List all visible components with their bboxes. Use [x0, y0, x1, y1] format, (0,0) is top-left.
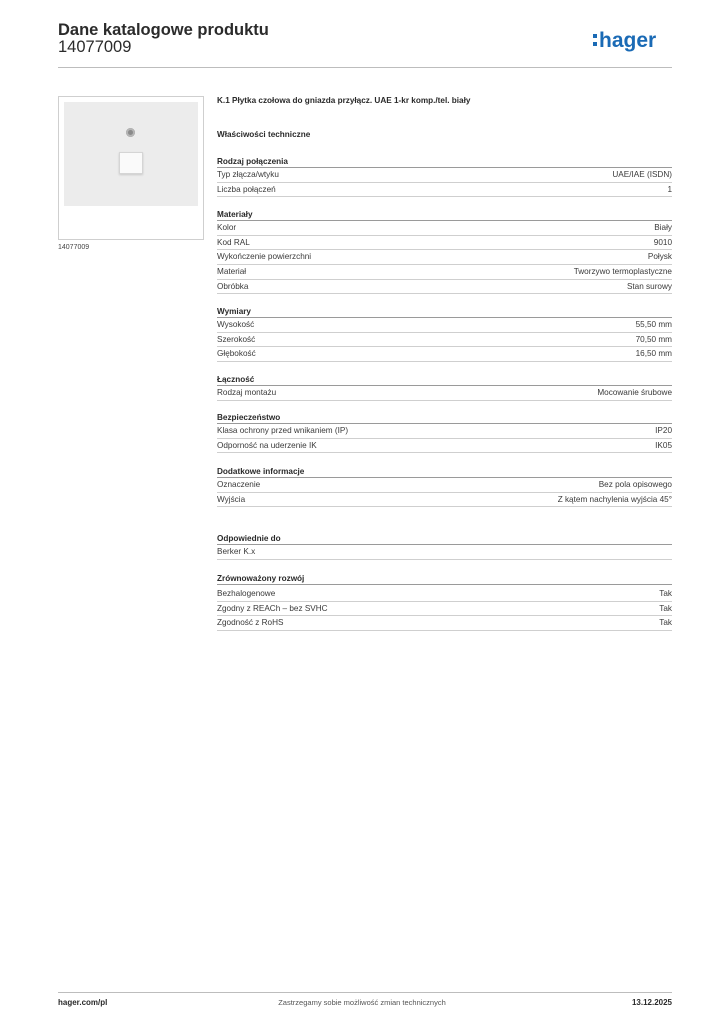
table-row	[217, 318, 672, 333]
section-connection-type	[217, 155, 672, 197]
row-value: 70,50 mm	[635, 334, 672, 344]
row-label: Wykończenie powierzchni	[217, 252, 312, 262]
section-compatible-with	[217, 532, 672, 560]
hager-logo	[592, 26, 674, 56]
row-label: Wyjścia	[217, 494, 246, 504]
section-title: Odpowiednie do	[217, 532, 672, 545]
table-row	[217, 386, 672, 401]
section-title: Łączność	[217, 373, 672, 386]
row-value: 9010	[653, 237, 672, 247]
row-value: Tak	[659, 618, 672, 628]
footer-disclaimer: Zastrzegamy sobie możliwość zmian technicznych	[278, 998, 446, 1007]
table-row	[217, 347, 672, 362]
row-value: Mocowanie śrubowe	[597, 388, 672, 397]
table-row	[217, 493, 672, 508]
row-label: Kolor	[217, 223, 237, 232]
screw-icon	[126, 128, 135, 137]
section-title: Wymiary	[217, 305, 672, 318]
row-value: 16,50 mm	[635, 349, 672, 359]
section-title: Zrównoważony rozwój	[217, 572, 672, 585]
section-title: Rodzaj połączenia	[217, 155, 672, 168]
product-number: 14077009	[58, 38, 132, 56]
row-label: Szerokość	[217, 334, 256, 344]
row-label: Typ złącza/wtyku	[217, 170, 279, 179]
section-safety	[217, 411, 672, 453]
row-value: Tak	[659, 589, 672, 598]
table-row	[217, 545, 672, 560]
table-row	[217, 236, 672, 251]
row-label: Wysokość	[217, 320, 255, 329]
row-label: Głębokość	[217, 349, 256, 359]
section-connectivity	[217, 373, 672, 401]
table-row	[217, 183, 672, 198]
table-row	[217, 587, 672, 602]
footer-divider	[58, 992, 672, 993]
row-value: Połysk	[647, 252, 672, 262]
row-label: Odporność na uderzenie IK	[217, 440, 317, 450]
row-value: UAE/IAE (ISDN)	[612, 170, 672, 179]
row-value: Z kątem nachylenia wyjścia 45°	[557, 494, 672, 504]
page-title: Dane katalogowe produktu	[58, 21, 269, 39]
section-materials	[217, 208, 672, 294]
image-caption: 14077009	[58, 244, 90, 251]
row-label: Zgodny z REACh – bez SVHC	[217, 603, 328, 613]
table-row	[217, 478, 672, 493]
row-label: Obróbka	[217, 281, 249, 291]
socket-icon	[119, 152, 143, 174]
table-row	[217, 333, 672, 348]
section-sustainability	[217, 572, 672, 631]
row-label: Kod RAL	[217, 237, 250, 247]
header-divider	[58, 67, 672, 68]
row-value: IP20	[655, 426, 672, 435]
row-value: Stan surowy	[626, 281, 672, 291]
row-label: Berker K.x	[217, 547, 256, 556]
row-label: Bezhalogenowe	[217, 589, 276, 598]
section-title: Materiały	[217, 208, 672, 221]
svg-text:hager: hager	[599, 29, 657, 52]
table-row	[217, 424, 672, 439]
row-value: Tak	[659, 603, 672, 613]
row-label: Zgodność z RoHS	[217, 618, 284, 628]
row-value: Bez pola opisowego	[598, 480, 672, 489]
table-row	[217, 221, 672, 236]
row-label: Oznaczenie	[217, 480, 261, 489]
footer-website-link[interactable]: hager.com/pl	[58, 998, 108, 1007]
table-row	[217, 616, 672, 631]
row-label: Rodzaj montażu	[217, 388, 277, 397]
footer-date: 13.12.2025	[631, 998, 672, 1007]
row-label: Materiał	[217, 267, 247, 277]
table-row	[217, 280, 672, 295]
section-title: Bezpieczeństwo	[217, 411, 672, 424]
table-row	[217, 602, 672, 617]
section-title: Dodatkowe informacje	[217, 465, 672, 478]
table-row	[217, 250, 672, 265]
row-value: 55,50 mm	[635, 320, 672, 329]
product-image	[58, 96, 204, 240]
row-label: Klasa ochrony przed wnikaniem (IP)	[217, 426, 349, 435]
table-row	[217, 168, 672, 183]
row-value: IK05	[655, 440, 672, 450]
table-row	[217, 439, 672, 454]
section-dimensions	[217, 305, 672, 362]
table-row	[217, 265, 672, 280]
cover-plate	[64, 102, 198, 206]
row-value: 1	[667, 184, 672, 194]
row-value: Tworzywo termoplastyczne	[573, 267, 672, 277]
technical-properties-heading: Właściwości techniczne	[217, 130, 311, 139]
section-additional-info	[217, 465, 672, 507]
row-value: Biały	[654, 223, 672, 232]
row-label: Liczba połączeń	[217, 184, 276, 194]
product-title: K.1 Płytka czołowa do gniazda przyłącz. UAE 1-kr komp./tel. biały	[217, 96, 471, 105]
